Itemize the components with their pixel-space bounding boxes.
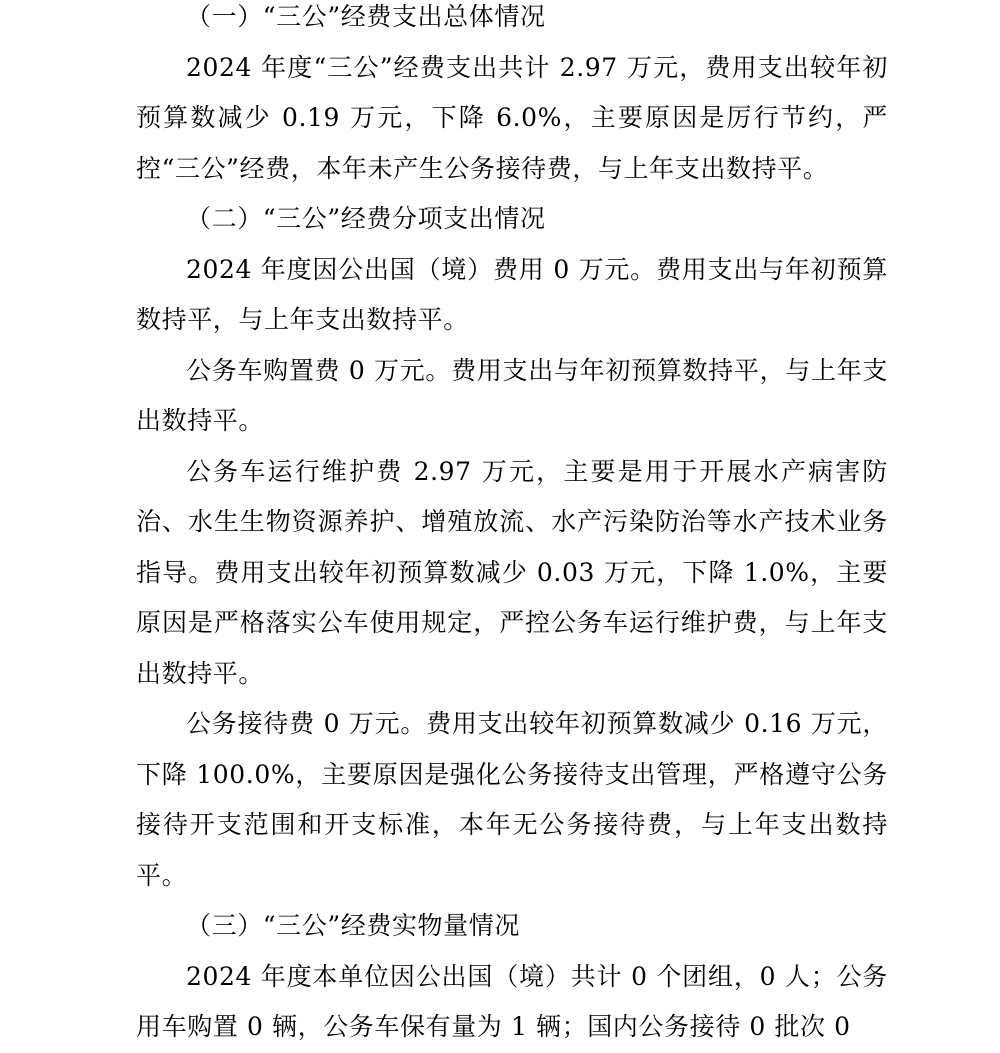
paragraph-vehicle-operation: 公务车运行维护费 2.97 万元，主要是用于开展水产病害防治、水生生物资源养护、增殖放流、水产污染防治等水产技术业务指导。费用支出较年初预算数减少 0.03 万元，下降 1.0%，主要原因是严格落实公车使用规定，严控公务车运行维护费，与上年支出数持平。 — [136, 456, 888, 688]
paragraph-abroad-expenses: 2024 年度因公出国（境）费用 0 万元。费用支出与年初预算数持平，与上年支出数持平。 — [136, 254, 888, 334]
paragraph-overall-expenditure: 2024 年度“三公”经费支出共计 2.97 万元，费用支出较年初预算数减少 0.19 万元，下降 6.0%，主要原因是厉行节约，严控“三公”经费，本年未产生公务接待费，与上年支出数持平。 — [136, 52, 888, 183]
paragraph-physical-quantity: 2024 年度本单位因公出国（境）共计 0 个团组，0 人；公务用车购置 0 辆，公务车保有量为 1 辆；国内公务接待 0 批次 0 — [136, 961, 888, 1041]
document-page — [136, 0, 888, 1053]
section-heading-overall: （一）“三公”经费支出总体情况 — [186, 2, 546, 31]
section-heading-physical-quantity: （三）“三公”经费实物量情况 — [186, 911, 520, 940]
paragraph-reception-expenses: 公务接待费 0 万元。费用支出较年初预算数减少 0.16 万元，下降 100.0%，主要原因是强化公务接待支出管理，严格遵守公务接待开支范围和开支标准，本年无公务接待费，与上年支出数持平。 — [136, 709, 888, 890]
section-heading-itemized: （二）“三公”经费分项支出情况 — [186, 204, 546, 233]
paragraph-vehicle-purchase: 公务车购置费 0 万元。费用支出与年初预算数持平，与上年支出数持平。 — [136, 355, 888, 435]
